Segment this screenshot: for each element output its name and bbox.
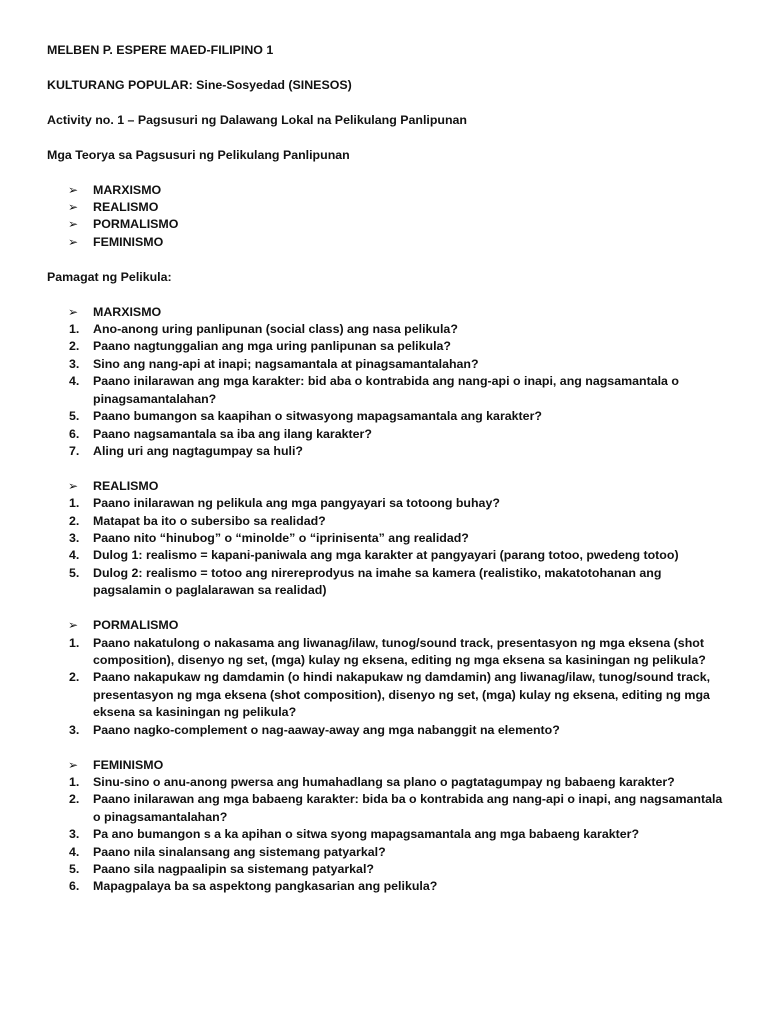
question-text: Dulog 1: realismo = kapani-paniwala ang mga karakter at pangyayari (parang totoo, pwedeng totoo) <box>93 548 679 563</box>
question-number: 3. <box>69 827 80 842</box>
question-number: 4. <box>69 548 80 563</box>
question-item <box>47 443 728 460</box>
theory-item: ➢ MARXISMO <box>68 182 728 199</box>
arrow-bullet-icon: ➢ <box>68 200 79 215</box>
question-text: Paano nagko-complement o nag-aaway-away ang mga nabanggit na elemento? <box>93 722 560 737</box>
theory-item: ➢ PORMALISMO <box>68 216 728 233</box>
question-number: 5. <box>69 409 80 424</box>
question-number: 2. <box>69 513 80 528</box>
question-number: 4. <box>69 374 80 389</box>
question-item <box>47 513 728 530</box>
arrow-bullet-icon: ➢ <box>68 217 79 232</box>
question-text: Paano inilarawan ang mga karakter: bid aba o kontrabida ang nang-api o inapi, ang nagsamantala o pinagsamantalahan? <box>93 374 679 406</box>
question-item <box>47 373 728 408</box>
arrow-bullet-icon: ➢ <box>68 478 79 493</box>
question-text: Paano nila sinalansang ang sistemang patyarkal? <box>93 844 386 859</box>
question-number: 1. <box>69 635 80 650</box>
arrow-bullet-icon: ➢ <box>68 304 79 319</box>
question-item <box>47 722 728 739</box>
question-text: Paano sila nagpaalipin sa sistemang patyarkal? <box>93 861 374 876</box>
film-title-label: Pamagat ng Pelikula: <box>47 269 172 284</box>
question-item <box>47 878 728 895</box>
question-item <box>47 338 728 355</box>
question-text: Paano nagtunggalian ang mga uring panlipunan sa pelikula? <box>93 339 451 354</box>
section-pormalismo <box>47 617 728 739</box>
author-line: MELBEN P. ESPERE MAED-FILIPINO 1 <box>47 43 274 57</box>
question-text: Paano inilarawan ang mga babaeng karakter: bida ba o kontrabida ang nang-api o inapi, ang nagsamantala o pinagsamantalahan? <box>93 792 723 824</box>
arrow-bullet-icon: ➢ <box>68 234 79 249</box>
theory-item: ➢ FEMINISMO <box>68 234 728 251</box>
question-number: 1. <box>69 774 80 789</box>
question-number: 2. <box>69 339 80 354</box>
section-marxismo <box>47 304 728 461</box>
question-text: Paano bumangon sa kaapihan o sitwasyong mapagsamantala ang karakter? <box>93 409 542 424</box>
question-number: 3. <box>69 531 80 546</box>
course-line: KULTURANG POPULAR: Sine-Sosyedad (SINESOS) <box>47 77 352 92</box>
question-item <box>47 495 728 512</box>
arrow-bullet-icon: ➢ <box>68 618 79 633</box>
question-text: Paano nito “hinubog” o “minolde” o “iprinisenta” ang realidad? <box>93 531 469 546</box>
question-list <box>47 635 728 739</box>
question-text: Dulog 2: realismo = totoo ang nirereprodyus na imahe sa kamera (realistiko, makatotohanan ang pagsalamin o paglalarawan sa realidad) <box>93 565 662 598</box>
question-item <box>47 844 728 861</box>
question-sections <box>47 304 728 896</box>
question-item <box>47 791 728 826</box>
question-text: Sino ang nang-api at inapi; nagsamantala at pinagsamantalahan? <box>93 356 479 371</box>
question-number: 5. <box>69 565 80 580</box>
question-number: 5. <box>69 861 80 876</box>
question-number: 3. <box>69 722 80 737</box>
question-text: Pa ano bumangon s a ka apihan o sitwa syong mapagsamantala ang mga babaeng karakter? <box>93 827 640 842</box>
question-item <box>47 547 728 564</box>
section-realismo <box>47 478 728 600</box>
question-item <box>47 565 728 600</box>
question-item <box>47 530 728 547</box>
question-number: 7. <box>69 443 80 458</box>
question-text: Mapagpalaya ba sa aspektong pangkasarian ang pelikula? <box>93 879 438 894</box>
question-list <box>47 321 728 460</box>
question-number: 6. <box>69 426 80 441</box>
question-text: Sinu-sino o anu-anong pwersa ang humahadlang sa plano o pagtatagumpay ng babaeng karakter? <box>93 774 675 789</box>
theories-heading: Mga Teorya sa Pagsusuri ng Pelikulang Panlipunan <box>47 147 350 162</box>
question-item <box>47 426 728 443</box>
section-heading: ➢ PORMALISMO <box>47 617 728 634</box>
question-number: 2. <box>69 670 80 685</box>
question-text: Aling uri ang nagtagumpay sa huli? <box>93 443 303 458</box>
section-feminismo <box>47 757 728 896</box>
question-list <box>47 774 728 896</box>
question-item <box>47 669 728 721</box>
question-text: Ano-anong uring panlipunan (social class) ang nasa pelikula? <box>93 322 458 337</box>
question-number: 3. <box>69 356 80 371</box>
question-text: Matapat ba ito o subersibo sa realidad? <box>93 513 326 528</box>
question-number: 4. <box>69 844 80 859</box>
theories-list <box>47 182 728 252</box>
question-item <box>47 321 728 338</box>
question-text: Paano inilarawan ng pelikula ang mga pangyayari sa totoong buhay? <box>93 496 500 511</box>
question-text: Paano nagsamantala sa iba ang ilang karakter? <box>93 426 372 441</box>
question-item <box>47 774 728 791</box>
question-item <box>47 408 728 425</box>
question-item <box>47 356 728 373</box>
section-heading: ➢ FEMINISMO <box>47 757 728 774</box>
question-item <box>47 826 728 843</box>
question-number: 1. <box>69 322 80 337</box>
question-item <box>47 635 728 670</box>
question-list <box>47 495 728 599</box>
question-number: 2. <box>69 792 80 807</box>
arrow-bullet-icon: ➢ <box>68 757 79 772</box>
question-text: Paano nakatulong o nakasama ang liwanag/ilaw, tunog/sound track, presentasyon ng mga eksena (shot composition), disenyo ng set, (mga) kulay ng eksena, editing ng mga eksena sa kasiningan ng pelikula? <box>93 635 706 667</box>
theory-item: ➢ REALISMO <box>68 199 728 216</box>
question-number: 6. <box>69 879 80 894</box>
activity-line: Activity no. 1 – Pagsusuri ng Dalawang Lokal na Pelikulang Panlipunan <box>47 112 467 127</box>
section-heading: ➢ MARXISMO <box>47 304 728 321</box>
arrow-bullet-icon: ➢ <box>68 182 79 197</box>
question-number: 1. <box>69 496 80 511</box>
question-text: Paano nakapukaw ng damdamin (o hindi nakapukaw ng damdamin) ang liwanag/ilaw, tunog/sound track, presentasyon ng mga eksena (shot composition), disenyo ng set, (mga) kulay ng eksena, editing ng mga eksena sa kasiningan ng pelikula? <box>93 670 711 720</box>
question-item <box>47 861 728 878</box>
section-heading: ➢ REALISMO <box>47 478 728 495</box>
